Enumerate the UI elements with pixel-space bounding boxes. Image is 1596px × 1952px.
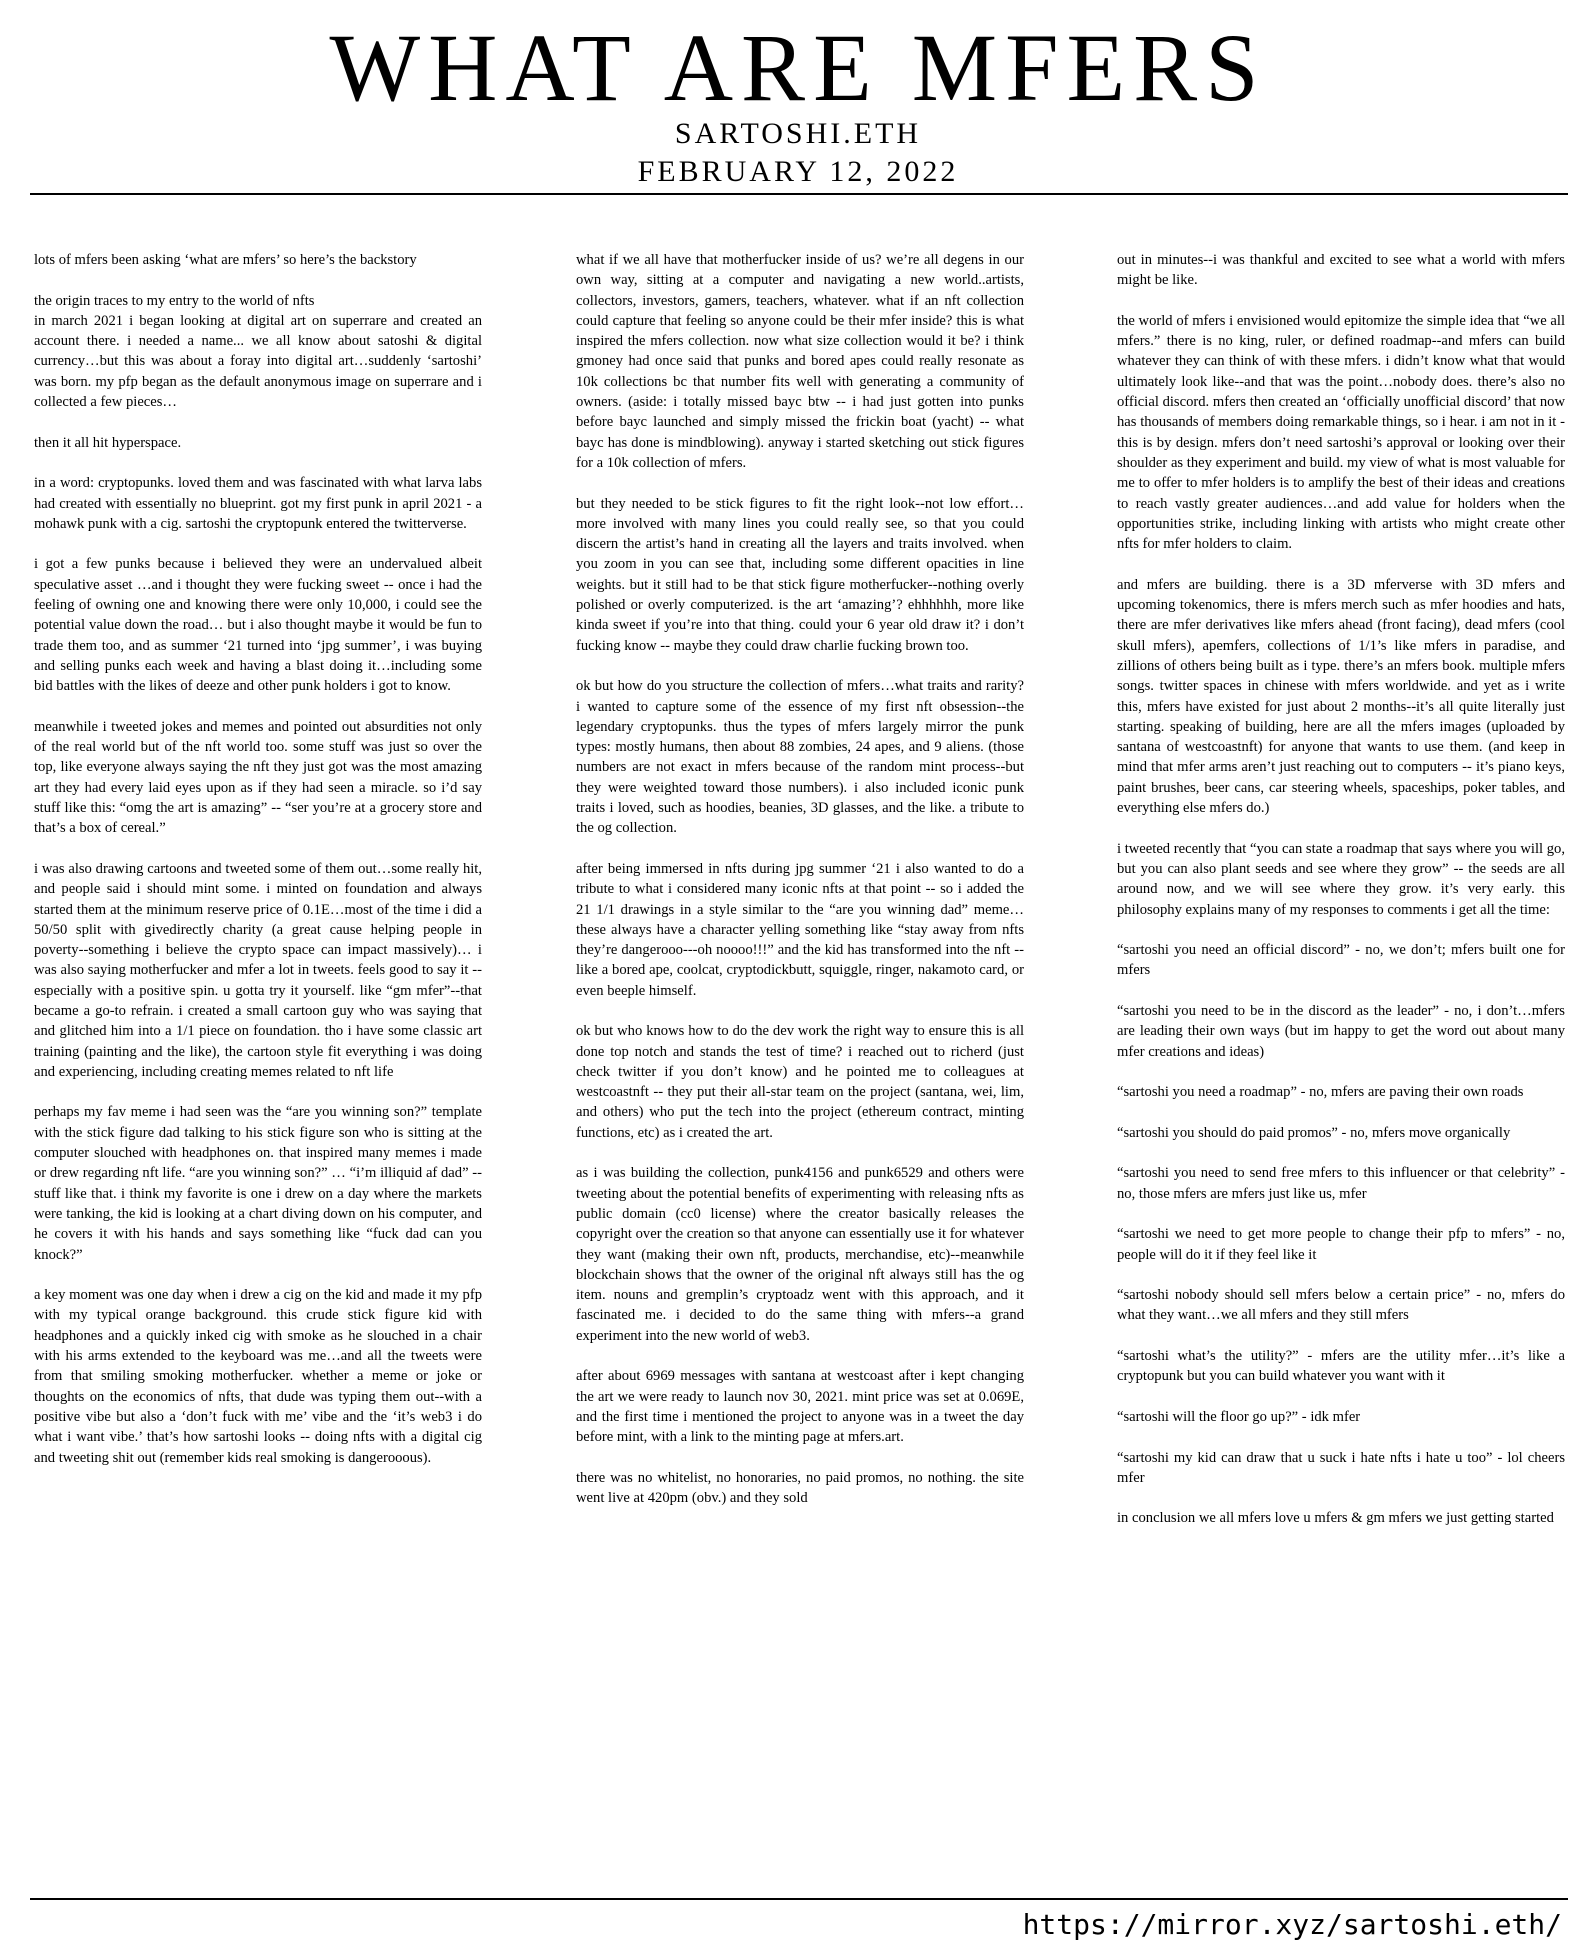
paragraph: meanwhile i tweeted jokes and memes and pointed out absurdities not only of the real world but of the nft world too. some stuff was just so over the top, like everyone always saying the nft they just got was the most amazing art they had every laid eyes upon as if they had seen a miracle. so i’d say stuff like this: “omg the art is amazing” -- “ser you’re at a grocery store and that’s a box of cereal.” [34,718,482,837]
paragraph: i was also drawing cartoons and tweeted some of them out…some really hit, and people said i should mint some. i minted on foundation and always started them at the minimum reserve price of 0.1E…most of the time i did a 50/50 split with givedirectly charity (a great cause helping people in poverty--something i believe the crypto space can impact massively)… i was also saying motherfucker and mfer a lot in tweets. feels good to say it -- especially with a positive spin. u gotta try it yourself. like “gm mfer”--that became a go-to refrain. i created a small cartoon guy who was saying that and glitched him into a 1/1 piece on foundation. tho i have some classic art training (painting and the like), the cartoon style fit everything i was doing and experiencing, including creating memes related to nft life [34,860,482,1080]
paragraph: “sartoshi you need a roadmap” - no, mfers are paving their own roads [1117,1084,1524,1101]
paragraph: perhaps my fav meme i had seen was the “are you winning son?” template with the stick figure dad talking to his stick figure son who is sitting at the computer slouched with headphones on. that inspired many memes i made or drew regarding nft life. “are you winning son?” … “i’m illiquid af dad” -- stuff like that. i think my favorite is one i drew on a day where the markets were tanking, the kid is looking at a chart diving down on his computer, and he covers it with his hands and says something like “fuck dad can you knock?” [34,1104,482,1263]
paragraph: “sartoshi you need to be in the discord as the leader” - no, i don’t…mfers are leading their own ways (but im happy to get the word out about many mfer creations and ideas) [1117,1002,1565,1060]
paragraph: as i was building the collection, punk4156 and punk6529 and others were tweeting about the potential benefits of experimenting with releasing nfts as public domain (cc0 license) where the creator basically releases the copyright over the creation so that anyone can essentially use it for whatever they want (making their own nft, products, merchandise, etc)--meanwhile blockchain shows that the owner of the original nft always still has the og item. nouns and gremplin’s cryptoadz went with this approach, and it fascinated me. i decided to do the same thing with mfers--a grand experiment into the new world of web3. [576,1165,1024,1344]
paragraph: “sartoshi we need to get more people to change their pfp to mfers” - no, people will do it if they feel like it [1117,1226,1565,1263]
paragraph: “sartoshi will the floor go up?” - idk mfer [1117,1408,1361,1425]
article-column-3 [1117,250,1565,1890]
author-name: SARTOSHI.ETH [674,117,922,150]
paragraph: i tweeted recently that “you can state a roadmap that says where you will go, but you can also plant seeds and see where they grow” -- the seeds are all around now, and we will see where they grow. it’s very early. this philosophy explains many of my responses to comments i get all the time: [1117,840,1565,918]
paragraph: in conclusion we all mfers love u mfers & gm mfers we just getting started [1117,1510,1554,1527]
paragraph: “sartoshi nobody should sell mfers below a certain price” - no, mfers do what they want…we all mfers and they still mfers [1117,1287,1565,1324]
paragraph: a key moment was one day when i drew a cig on the kid and made it my pfp with my typical orange background. this crude stick figure kid with headphones and a quickly inked cig with smoke as he slouched in a chair with his arms extended to the keyboard was me…and all the tweets were from that smiling smoking motherfucker. whether a meme or joke or thoughts on the economics of nfts, that dude was typing them out--with a positive vibe but also a ‘don’t fuck with me’ vibe and the ‘it’s web3 i do what i want vibe.’ that’s how sartoshi looks -- doing nfts with a digital cig and tweeting shit out (remember kids real smoking is dangerooous). [34,1287,482,1466]
paragraph: what if we all have that motherfucker inside of us? we’re all degens in our own way, sitting at a computer and navigating a new world..artists, collectors, investors, gamers, teachers, whatever. what if an nft collection could capture that feeling so anyone could be their mfer inside? this is what inspired the mfers collection. now what size collection would it be? i think gmoney had once said that punks and bored apes could really resonate as 10k collections bc that number fits well with generating a community of owners. (aside: i totally missed bayc btw -- i had just gotten into punks before bayc launched and simply missed the frickin boat (yacht) -- what bayc has done is mindblowing). anyway i started sketching out stick figures for a 10k collection of mfers. [576,252,1024,471]
footer-divider [30,1898,1568,1900]
article-column-2 [576,250,1024,1890]
paragraph: after about 6969 messages with santana at westcoast after i kept changing the art we were ready to launch nov 30, 2021. mint price was set at 0.069E, and the first time i mentioned the project to anyone was in a tweet the day before mint, with a link to the minting page at mfers.art. [576,1368,1024,1446]
paragraph: ok but who knows how to do the dev work the right way to ensure this is all done top notch and stands the test of time? i reached out to richerd (just check twitter if you don’t know) and he pointed me to colleagues at westcoastnft -- they put their all-star team on the project (santana, wei, lim, and others) who put the tech into the project (ethereum contract, minting functions, etc) as i created the art. [576,1023,1024,1141]
paragraph: out in minutes--i was thankful and excited to see what a world with mfers might be like. [1117,252,1565,289]
paragraph: “sartoshi what’s the utility?” - mfers are the utility mfer…it’s like a cryptopunk but you can build whatever you want with it [1117,1348,1565,1385]
paragraph: but they needed to be stick figures to fit the right look--not low effort…more involved with many lines you could really see, so that you could discern the artist’s hand in creating all the layers and traits involved. when you zoom in you can see that, including some different opacities in line weights. but it still had to be that stick figure motherfucker--nothing overly polished or overly computerized. is the art ‘amazing’? ehhhhhh, more like kinda sweet if you’re into that thing. could your 6 year old draw it? i don’t fucking know -- maybe they could draw charlie fucking brown too. [576,495,1024,654]
paragraph: in a word: cryptopunks. loved them and was fascinated with what larva labs had created with essentially no blueprint. got my first punk in april 2021 - a mohawk punk with a cig. sartoshi the cryptopunk entered the twitterverse. [34,475,482,532]
paragraph: “sartoshi you should do paid promos” - no, mfers move organically [1117,1124,1511,1141]
paragraph: i got a few punks because i believed they were an undervalued albeit speculative asset …and i thought they were fucking sweet -- once i had the feeling of owning one and knowing there were only 10,000, i could see the potential value down the road… but i also thought maybe it would be fun to trade them too, and as summer ‘21 turned into ‘jpg summer’, i was buying and selling punks each week and having a blast doing it…including some bid battles with the likes of deeze and other punk holders i got to know. [34,556,482,695]
paragraph: the origin traces to my entry to the world of nfts in march 2021 i began looking at digital art on superrare and created an account there. i needed a name... we all know about satoshi & digital currency…but this was about a foray into digital art…suddenly ‘sartoshi’ was born. my pfp began as the default anonymous image on superrare and i collected a few pieces… [34,292,482,411]
paragraph: then it all hit hyperspace. [34,434,182,451]
header-divider [30,193,1568,195]
paragraph: ok but how do you structure the collection of mfers…what traits and rarity? i wanted to capture some of the essence of my first nft obsession--the legendary cryptopunks. thus the types of mfers largely mirror the punk types: mostly humans, then about 88 zombies, 24 apes, and 9 aliens. (those numbers are not exact in mfers because of the random mint process--but they were weighted toward those numbers). i also included iconic punk traits i loved, such as hoodies, beanies, 3D glasses, and the like. a tribute to the og collection. [576,678,1024,837]
paragraph: the world of mfers i envisioned would epitomize the simple idea that “we all mfers.” there is no king, ruler, or defined roadmap--and mfers can build whatever they can think of with these mfers. i didn’t know what that would ultimately look like--and that was the point…nobody does. there’s also no official discord. mfers then created an ‘officially unofficial discord’ that now has thousands of members doing remarkable things, so i hear. i am not in it - this is by design. mfers don’t need sartoshi’s approval or looking over their shoulder as they experiment and build. my view of what is most valuable for me to offer to mfer holders is to amplify the best of their ideas and creations to reach vastly greater audiences…and add value for holders when the opportunities strike, including linking with artists who might create other nfts for mfer holders to claim. [1117,312,1565,553]
article-title: WHAT ARE MFERS [329,14,1267,121]
paragraph: “sartoshi my kid can draw that u suck i hate nfts i hate u too” - lol cheers mfer [1117,1449,1565,1486]
source-url-link[interactable]: https://mirror.xyz/sartoshi.eth/ [1022,1908,1562,1941]
paragraph: there was no whitelist, no honoraries, no paid promos, no nothing. the site went live at 420pm (obv.) and they sold [576,1469,1024,1507]
paragraph: lots of mfers been asking ‘what are mfers’ so here’s the backstory [34,252,417,268]
paragraph: “sartoshi you need an official discord” - no, we don’t; mfers built one for mfers [1117,942,1565,979]
paragraph: and mfers are building. there is a 3D mferverse with 3D mfers and upcoming tokenomics, there is mfers merch such as mfer hoodies and hats, there are mfer derivatives like mfers ahead (front facing), dead mfers (cool skull mfers), apemfers, collections of 1/1’s like mfers in paradise, and zillions of others being built as i type. there’s an mfers book. multiple mfers songs. twitter spaces in chinese with mfers worldwide. and yet as i write this, mfers have existed for just about 2 months--it’s all quite literally just starting. speaking of building, here are all the mfers images (uploaded by santana of westcoastnft) for anyone that wants to use them. (and keep in mind that mfer arms aren’t just reaching out to computers -- it’s piano keys, paint brushes, beer cans, car steering wheels, spaceships, poker tables, and everything else mfers do.) [1117,576,1565,817]
publication-date: FEBRUARY 12, 2022 [637,155,959,188]
paragraph: after being immersed in nfts during jpg summer ‘21 i also wanted to do a tribute to what i considered many iconic nfts at that point -- so i added the 21 1/1 drawings in a style similar to the “are you winning dad” meme… these always have a character yelling something like “stay away from nfts they’re dangerooo---oh noooo!!!” and the kid has transformed into the nft -- like a bored ape, coolcat, cryptodickbutt, squiggle, ringer, nakamoto card, or even beeple himself. [576,860,1024,999]
article-column-1 [34,250,482,1890]
paragraph: “sartoshi you need to send free mfers to this influencer or that celebrity” - no, those mfers are mfers just like us, mfer [1117,1165,1565,1202]
